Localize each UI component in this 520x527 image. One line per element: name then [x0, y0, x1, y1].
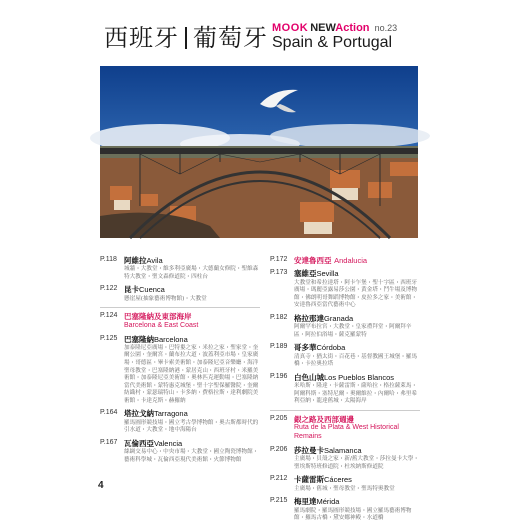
toc-desc: 阿爾罕布拉宮・大教堂・皇家禮拜堂・阿爾拜辛區・阿拉伯浴場・薩克羅蒙特 — [294, 324, 412, 338]
toc-title-zh: 安達魯西亞 — [294, 256, 332, 265]
toc-title — [124, 335, 260, 344]
toc-entry[interactable] — [100, 256, 260, 281]
toc-page: P.205 — [270, 414, 288, 422]
title-chinese — [104, 18, 268, 53]
toc-title-en: Granada — [324, 313, 354, 323]
toc-page: P.215 — [270, 497, 288, 505]
page-header — [100, 18, 420, 52]
page-number: 4 — [98, 480, 104, 491]
toc-title-zh: 哥多華 — [294, 343, 317, 353]
toc-title-zh: 梅里達 — [294, 497, 317, 507]
toc-right-column — [270, 256, 420, 527]
toc-page: P.122 — [100, 285, 118, 293]
toc-entry[interactable] — [270, 446, 420, 471]
toc-desc: 大教堂和希拉達塔・阿卡乍堡・聖十字區・西班牙廣場・瑪麗亞露易莎公園・黃金塔・鬥牛場及博物館・佛朗明哥舞蹈博物館・皮拉多之家・美術館・安達魯西亞當代藝術中心 — [294, 279, 418, 309]
brand-logo — [272, 22, 397, 34]
toc-desc: 羅馬圓形競技場・國立考古學博物館・奧古斯都時代的引水道・大教堂・地中海陽台 — [124, 419, 259, 434]
toc-entry[interactable] — [270, 343, 420, 368]
toc-region-title: 巴塞隆納及東部海岸 — [124, 312, 192, 322]
toc-page: P.167 — [100, 438, 118, 446]
toc-title-zh: 巴塞隆納 — [124, 334, 154, 344]
toc-region-subtitle: Andalucia — [334, 256, 368, 265]
toc-title — [294, 446, 420, 455]
toc-title-zh: 卡薩雷斯 — [294, 475, 324, 485]
toc-entry[interactable] — [270, 269, 420, 310]
toc-region-subtitle: Barcelona & East Coast — [124, 321, 199, 329]
toc-title-en: Barcelona — [154, 334, 188, 344]
toc-title-zh: 莎拉曼卡 — [294, 445, 324, 455]
toc-page: P.196 — [270, 372, 288, 380]
toc-title — [294, 343, 420, 352]
toc-entry[interactable] — [270, 314, 420, 339]
toc-page: P.172 — [270, 256, 288, 263]
toc-page: P.125 — [100, 334, 118, 342]
toc-desc: 懸崖屋(抽象藝術博物館)・大教堂 — [124, 295, 207, 302]
brand-new: NEW — [310, 22, 336, 34]
toc-title-en: Córdoba — [316, 343, 346, 353]
toc-entry[interactable] — [100, 409, 260, 434]
bridge-photo-illustration — [100, 66, 418, 238]
toc-title — [124, 409, 260, 418]
toc-title-zh: 瓦倫西亞 — [124, 438, 154, 448]
toc-title-en: Avila — [146, 256, 163, 265]
toc-entry[interactable] — [270, 497, 420, 522]
toc-region-subtitle: Ruta de la Plata & West Historical Remains — [294, 424, 399, 441]
toc-title-zh: 昆卡 — [124, 285, 139, 295]
toc-title-en: Cáceres — [324, 475, 352, 485]
toc-title-en: Sevilla — [316, 269, 339, 279]
toc-left-column — [100, 256, 260, 468]
toc-title — [124, 256, 260, 265]
toc-desc: 米哈斯・隆達・卡薩雷斯・薩哈拉・格拉薩萊馬・阿爾科斯・塞特尼爾・奧爾維拉・內爾哈・弗里希利亞納・龍達舊城・太陽海岸 — [294, 383, 418, 405]
toc-desc: 主廣場・舊城・聖母教堂・聖馬特奧教堂 — [294, 485, 395, 492]
toc-page: P.173 — [270, 269, 288, 277]
toc-title — [124, 285, 260, 294]
title-divider — [185, 27, 187, 49]
toc-desc: 主廣場・貝殼之家・新/舊大教堂・莎拉曼卡大學・聖埃斯特班修道院・杜埃納斯修道院 — [294, 456, 419, 470]
toc-page: P.118 — [100, 256, 117, 263]
toc-page: P.189 — [270, 343, 288, 351]
toc-title-en: Valencia — [154, 438, 183, 448]
brand-action: Action — [335, 22, 370, 34]
toc-title — [294, 475, 420, 484]
toc-title — [294, 269, 420, 278]
toc-title-zh: 格拉那達 — [294, 313, 324, 323]
title-portugal-zh: 葡萄牙 — [193, 24, 268, 52]
toc-page: P.182 — [270, 313, 288, 321]
title-english: Spain & Portugal — [272, 34, 393, 51]
brand-mook: MOOK — [272, 22, 309, 34]
toc-title — [294, 314, 420, 323]
toc-title-en: Cuenca — [139, 285, 165, 295]
toc-page: P.124 — [100, 312, 118, 320]
toc-region-title: 銀之路及西部週邊 — [294, 414, 354, 424]
toc-page: P.212 — [270, 475, 288, 483]
toc-region-entry[interactable] — [270, 256, 420, 265]
cover-photo — [100, 66, 418, 238]
toc-title-zh: 塔拉戈納 — [124, 409, 154, 419]
brand-newaction — [310, 22, 369, 34]
toc-title — [124, 439, 260, 448]
toc-desc: 羅馬劇院・羅馬圓形競技場・國立羅馬藝術博物館・羅馬古橋・黛安娜神殿・水道橋 — [294, 507, 412, 522]
section-divider — [270, 410, 420, 411]
toc-title-en: Mérida — [316, 497, 340, 507]
toc-title-zh: 白色山城 — [294, 372, 324, 382]
toc-desc: 城牆・大教堂・維多利亞廣場・大德蘭女修院・聖維森特大教堂・聖文森修道院・四柱台 — [124, 266, 259, 280]
toc-desc: 加泰隆尼亞廣場・巴特婁之家・米拉之家・聖家堂・奎爾公園・奎爾宮・蘭布拉大道・波蓋利亞市場・皇家廣場・哥德區・畢卡索美術館・加泰隆尼亞音樂廳・海洋聖母教堂・巴塞隆納港・蒙居克山・西班牙村・米羅美術館・加泰隆尼亞美術館・奧林匹克運動場・巴塞隆納當代美術館・蒙特惠克城堡・聖十字聖保羅醫院・奎爾紡織村・蒙瑟瑞特山・卡多納・費格拉斯・達利劇院美術館・卡達克斯・赫羅納 — [124, 344, 259, 404]
toc-title-en: Tarragona — [154, 409, 188, 419]
toc-title — [294, 373, 420, 382]
toc-entry[interactable] — [100, 285, 260, 303]
toc-page: P.206 — [270, 445, 288, 453]
toc-title-zh: 阿維拉 — [124, 256, 147, 265]
toc-entry[interactable] — [100, 439, 260, 464]
toc-title-en: Los Pueblos Blancos — [324, 372, 395, 382]
toc-desc: 清真寺・猶太街・百花巷・基督教國王城堡・羅馬橋・卡拉奧拉塔 — [294, 353, 418, 368]
toc-title — [294, 497, 420, 506]
toc-region-title — [294, 256, 420, 265]
issue-number: no.23 — [374, 23, 398, 33]
title-spain-zh: 西班牙 — [104, 24, 179, 52]
toc-page: P.164 — [100, 409, 118, 417]
section-divider — [100, 307, 260, 308]
toc-desc: 絲綢交易中心・中央市場・大教堂・國立陶瓷博物館・藝術科學城・瓦倫西亞現代美術館・火節博物館 — [124, 449, 259, 463]
toc-title-en: Salamanca — [324, 445, 362, 455]
toc-entry[interactable] — [270, 475, 420, 493]
toc-entry[interactable] — [270, 373, 420, 406]
toc-region-entry[interactable] — [100, 312, 260, 330]
toc-title-zh: 塞維亞 — [294, 269, 317, 279]
toc-region-entry[interactable] — [270, 415, 420, 442]
toc-entry[interactable] — [100, 335, 260, 406]
